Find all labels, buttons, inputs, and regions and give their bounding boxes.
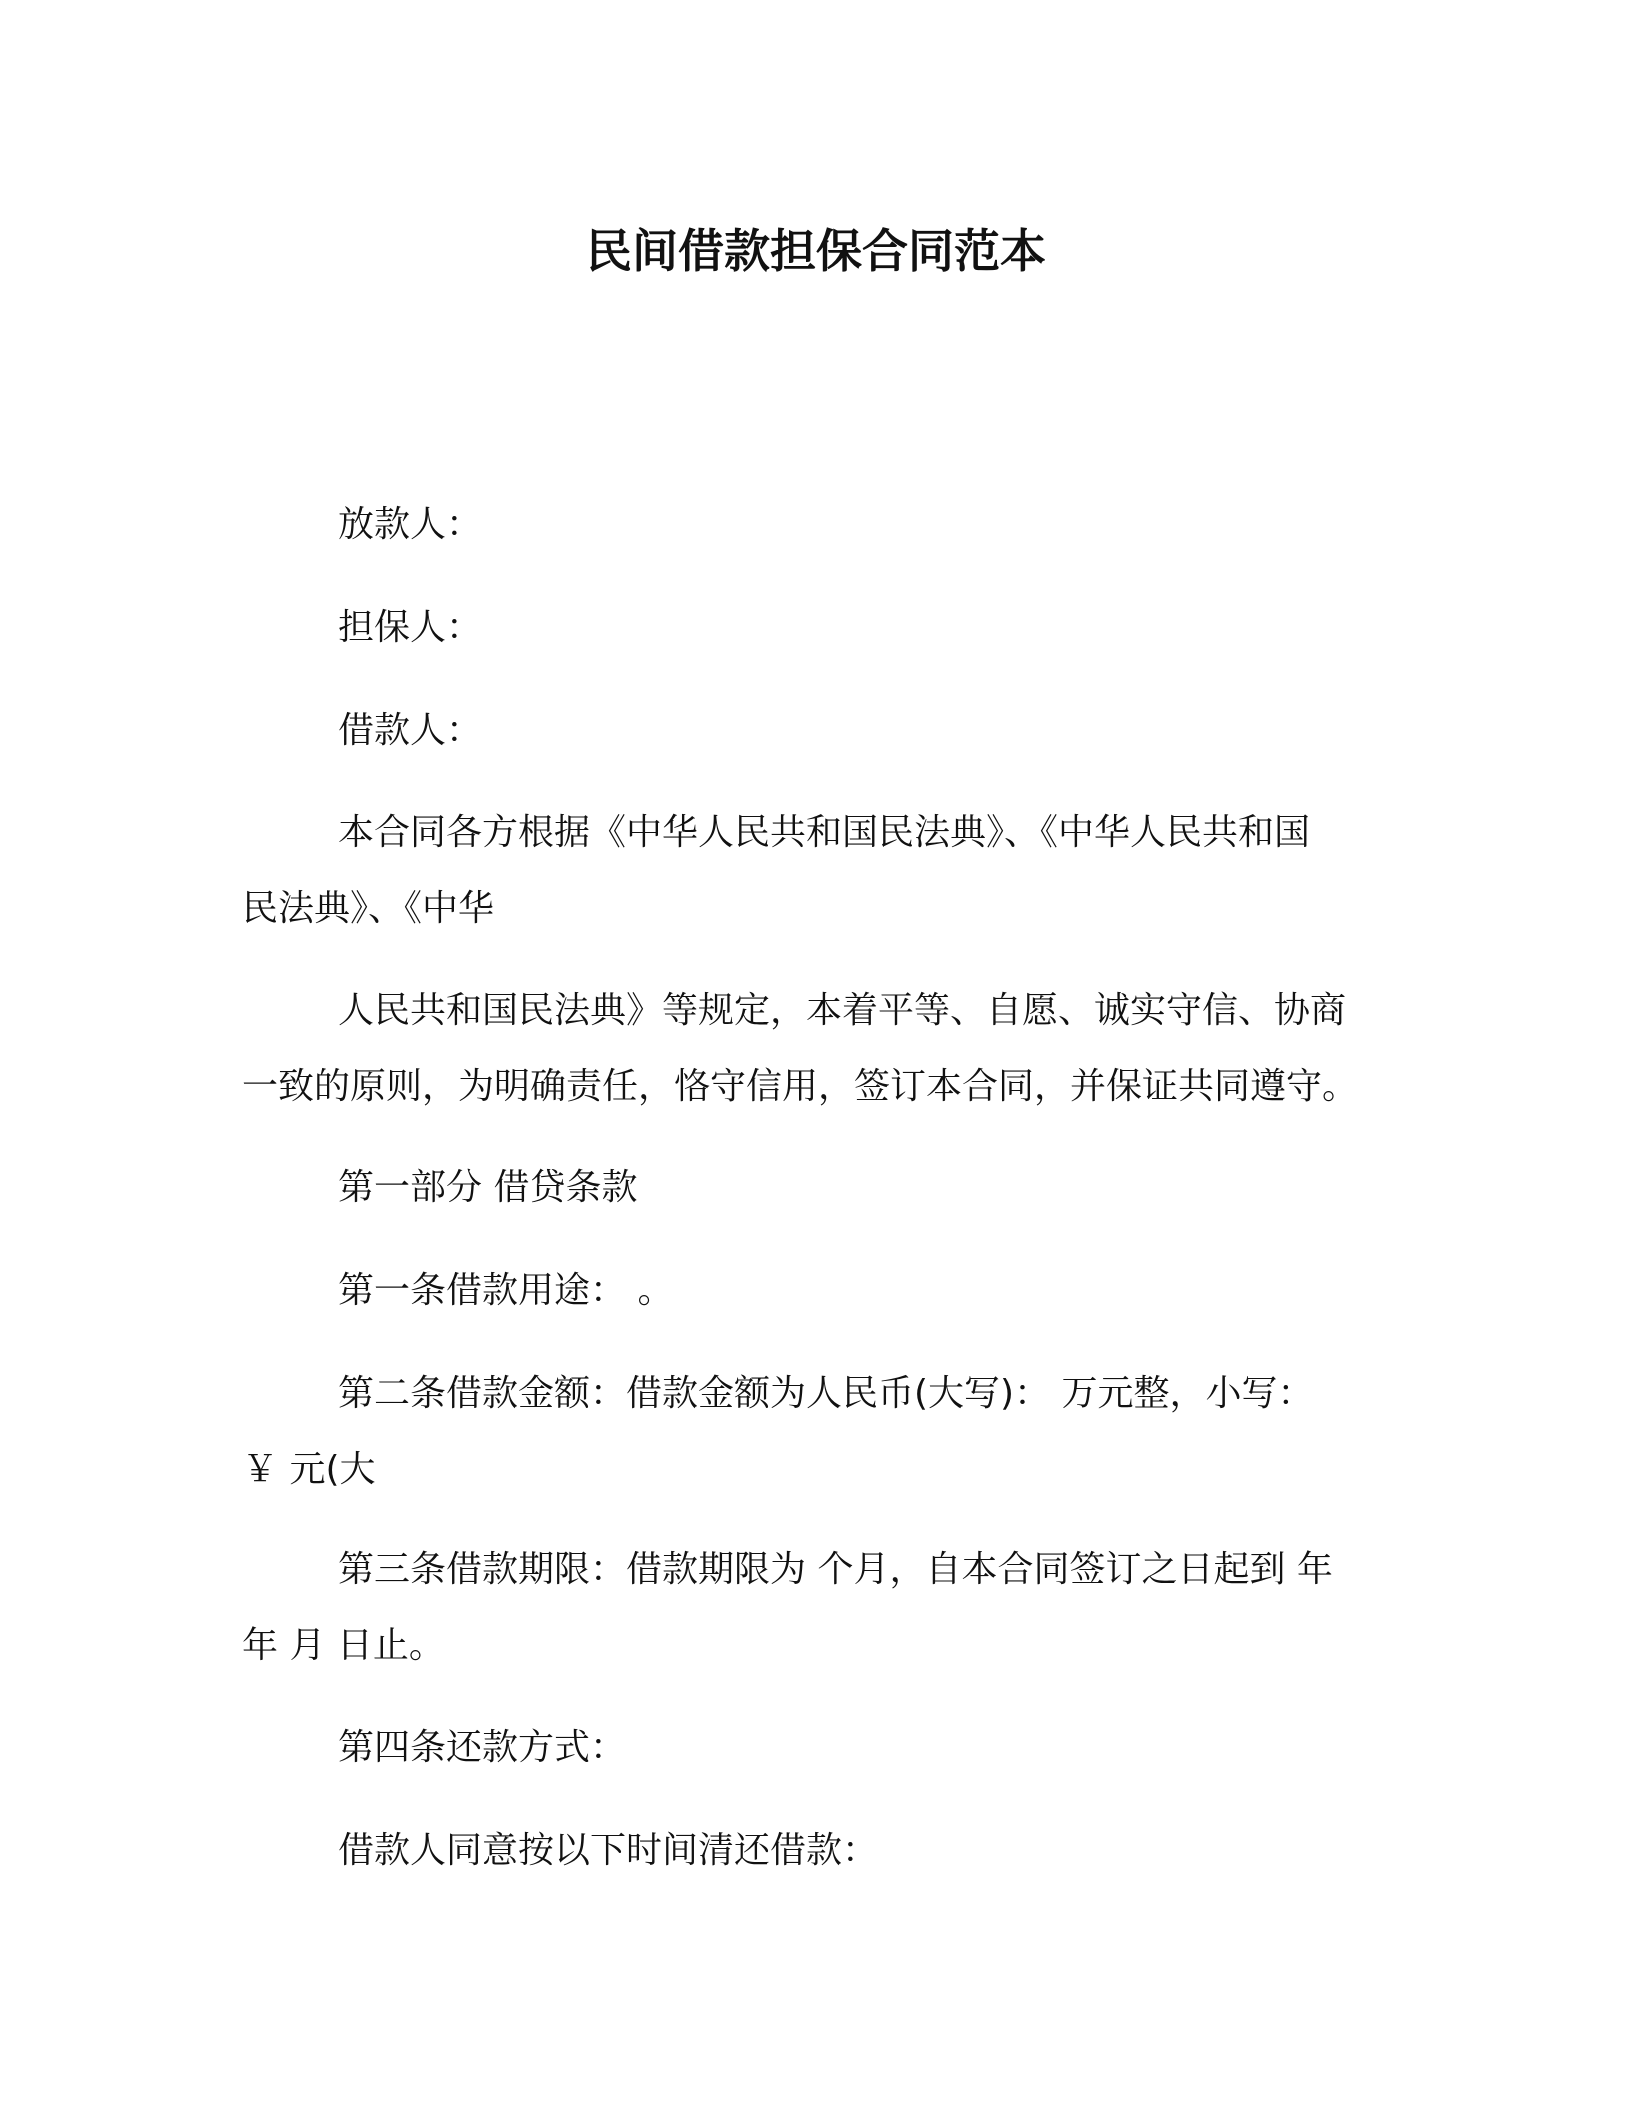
preamble-paragraph-1 — [242, 795, 1390, 947]
article-1-text: 第一条借款用途： 。 — [338, 1270, 674, 1311]
repayment-intro — [242, 1813, 1390, 1889]
article-4-text: 第四条还款方式： — [338, 1727, 627, 1768]
repayment-intro-text: 借款人同意按以下时间清还借款： — [338, 1830, 879, 1871]
guarantor-line — [242, 590, 1390, 666]
guarantor-label: 担保人： — [338, 607, 483, 648]
part1-heading-text: 第一部分 借贷条款 — [338, 1167, 638, 1208]
preamble-line-1: 本合同各方根据《中华人民共和国民法典》、《中华人民共和国 — [338, 812, 1311, 853]
document-title: 民间借款担保合同范本 — [586, 224, 1046, 278]
article-3 — [242, 1532, 1390, 1684]
article-2-line-2: ￥ 元(大 — [242, 1449, 376, 1490]
preamble-line-2: 民法典》、《中华 — [242, 888, 495, 929]
article-2-line-1: 第二条借款金额：借款金额为人民币(大写)： 万元整，小写： — [338, 1373, 1314, 1414]
article-3-line-2: 年 月 日止。 — [242, 1625, 445, 1666]
article-1 — [242, 1253, 1390, 1329]
borrower-label: 借款人： — [338, 710, 483, 751]
article-2 — [242, 1356, 1390, 1508]
preamble-paragraph-2 — [242, 973, 1390, 1125]
lender-label: 放款人： — [338, 504, 483, 545]
article-4 — [242, 1710, 1390, 1786]
borrower-line — [242, 693, 1390, 769]
part1-heading — [242, 1150, 1390, 1226]
lender-line — [242, 487, 1390, 563]
article-3-line-1: 第三条借款期限：借款期限为 个月，自本合同签订之日起到 年 — [338, 1549, 1333, 1590]
preamble-line-3: 人民共和国民法典》等规定，本着平等、自愿、诚实守信、协商 — [338, 990, 1347, 1031]
preamble-line-4: 一致的原则，为明确责任，恪守信用，签订本合同，并保证共同遵守。 — [242, 1066, 1359, 1107]
